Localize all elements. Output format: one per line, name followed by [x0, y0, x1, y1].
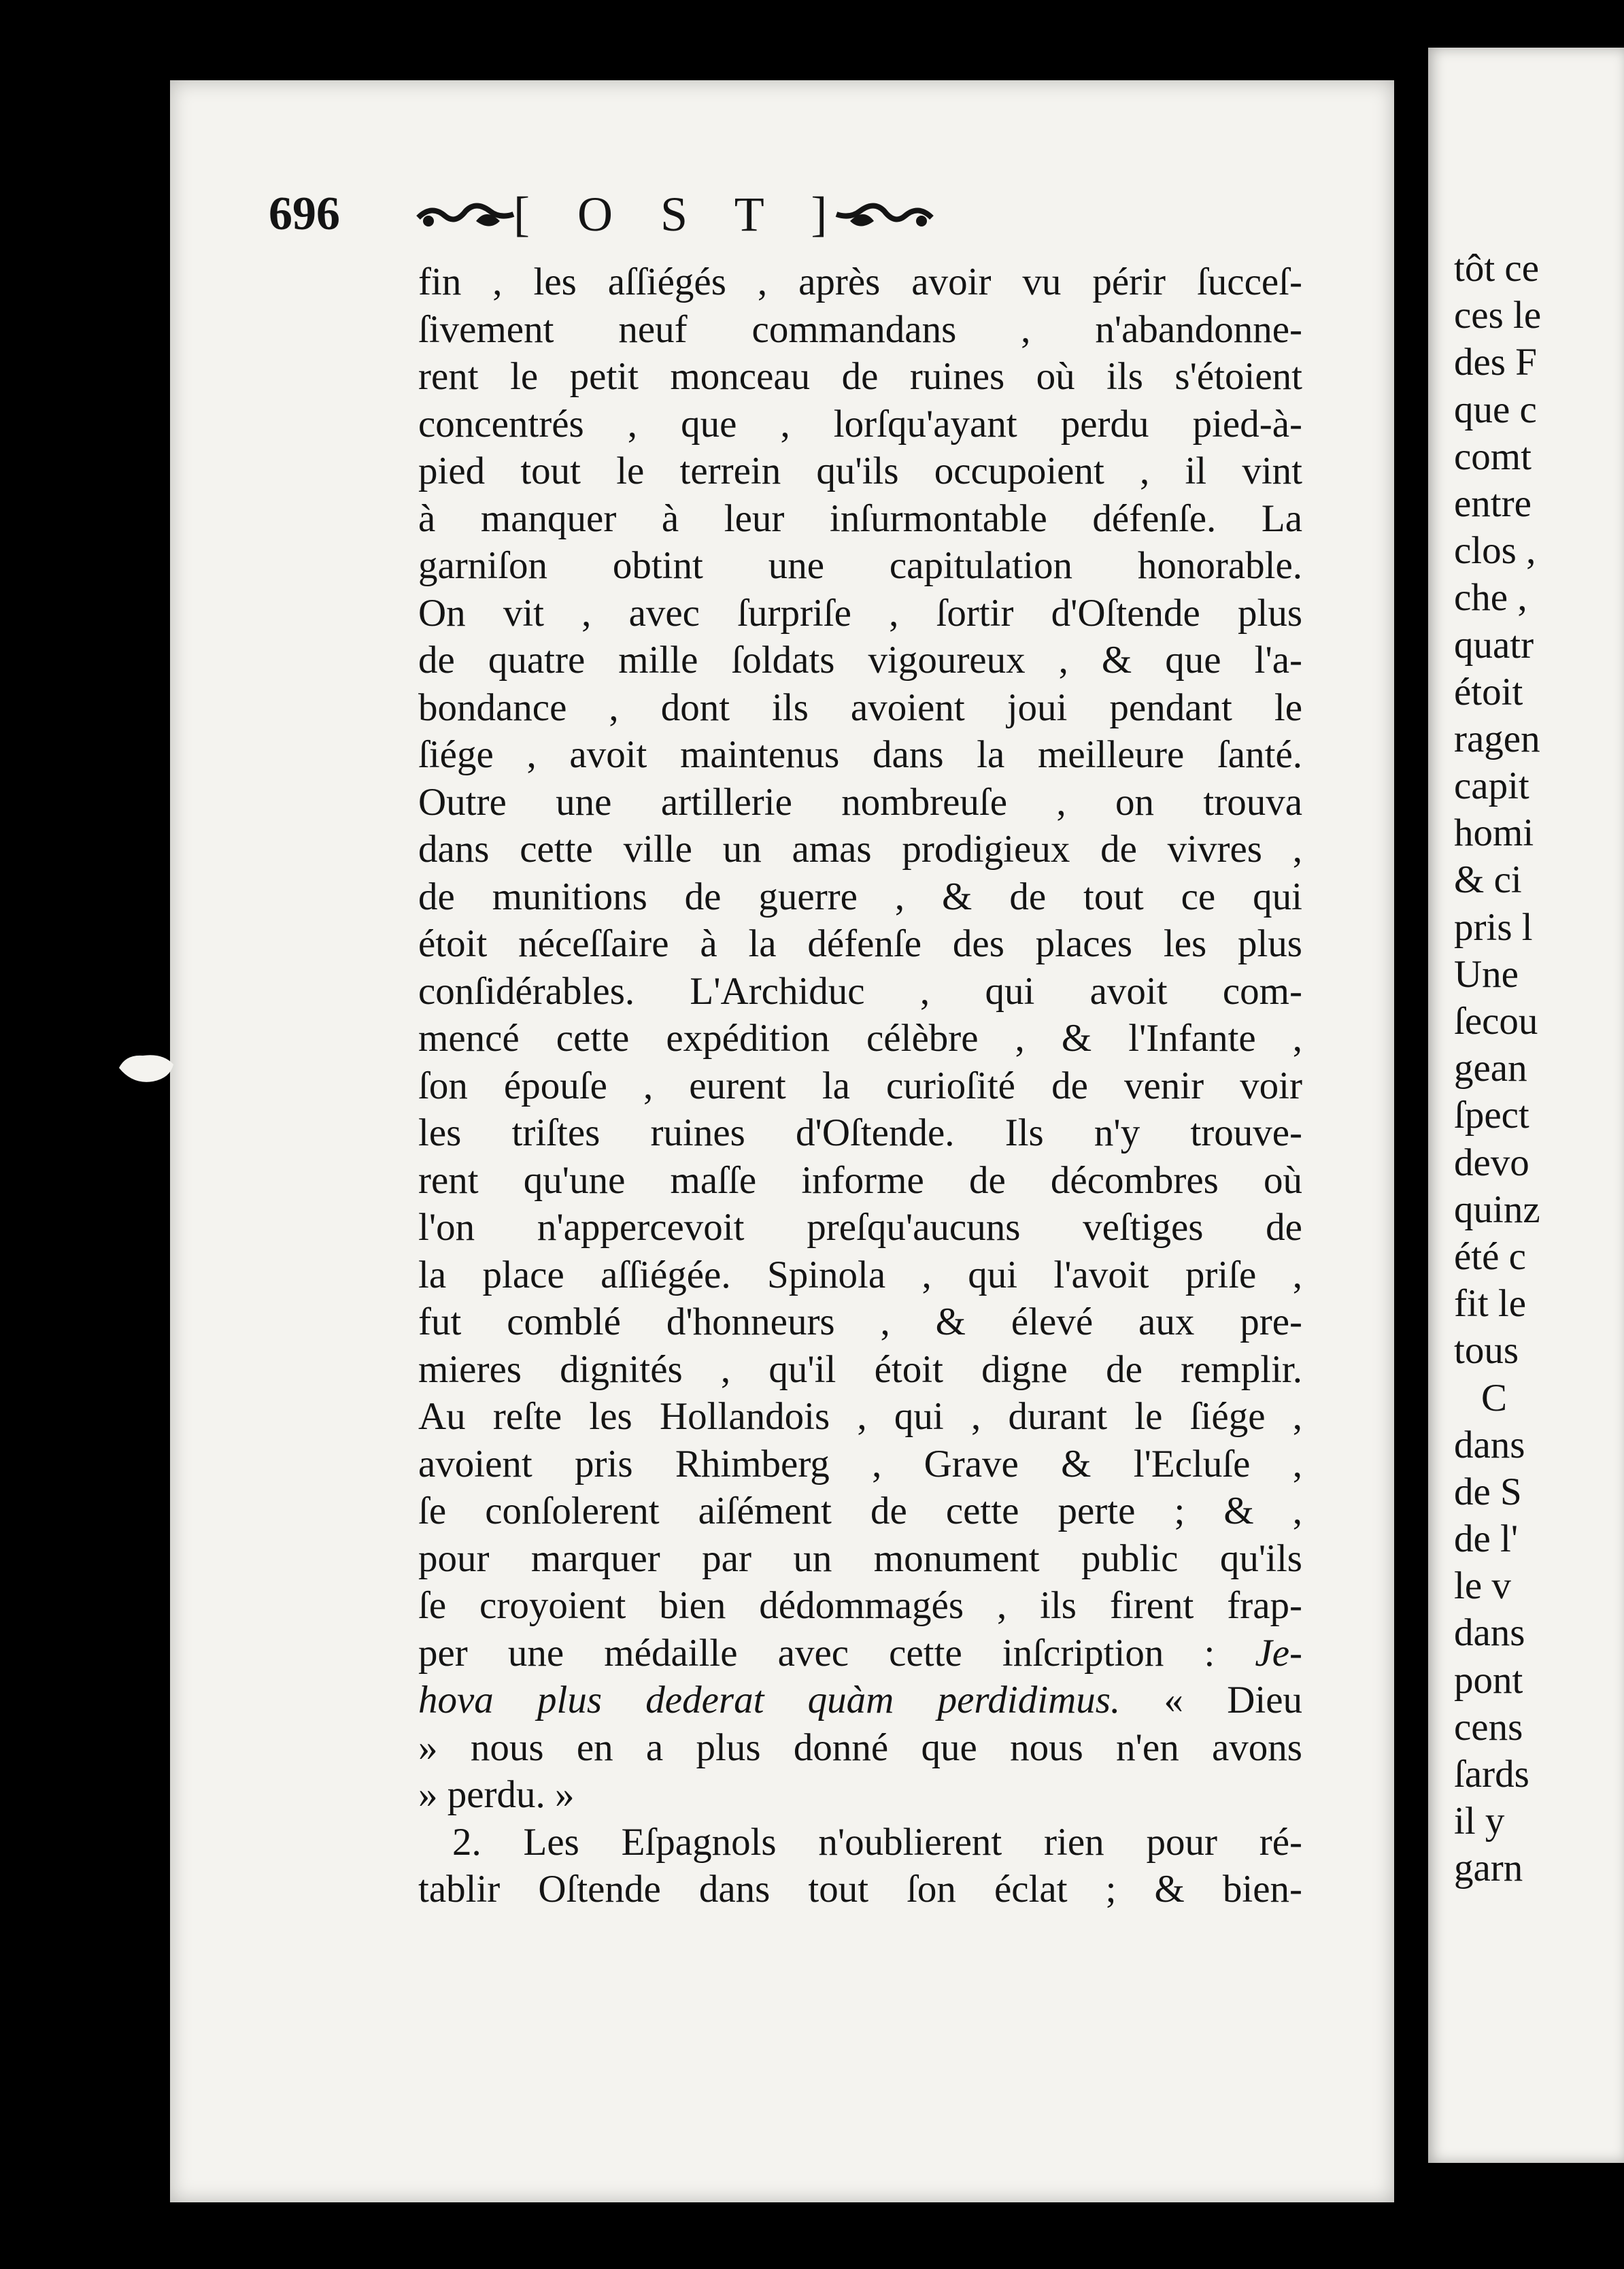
text-line: rent le petit monceau de ruines où ils s'étoient	[418, 355, 1302, 398]
text-roman: « Dieu	[1120, 1679, 1302, 1721]
text-line: les triſtes ruines d'Oſtende. Ils n'y trouve-	[418, 1111, 1302, 1154]
text-line: à manquer à leur inſurmontable défenſe. La	[418, 497, 1302, 540]
text-line: pied tout le terrein qu'ils occupoient , il vint	[418, 450, 1302, 492]
right-text-line: ſards	[1454, 1753, 1529, 1796]
right-text-line: tous	[1454, 1329, 1519, 1373]
text-roman: per une médaille avec cette inſcription :	[418, 1631, 1255, 1675]
text-line: de munitions de guerre , & de tout ce qui	[418, 875, 1302, 918]
text-line: de quatre mille ſoldats vigoureux , & que l'a-	[418, 639, 1302, 682]
text-line: avoient pris Rhimberg , Grave & l'Ecluſe ,	[418, 1442, 1302, 1485]
right-text-line: ſpect	[1454, 1094, 1529, 1137]
text-line: mencé cette expédition célèbre , & l'Infante ,	[418, 1017, 1302, 1060]
text-line: » perdu. »	[418, 1773, 575, 1816]
right-text-line: dans	[1454, 1611, 1525, 1655]
right-text-line: il y	[1454, 1800, 1505, 1843]
text-line: conſidérables. L'Archiduc , qui avoit com-	[418, 969, 1302, 1013]
right-text-line: & ci	[1454, 858, 1522, 902]
right-text-line: devo	[1454, 1141, 1529, 1184]
right-text-line: Une	[1454, 952, 1519, 996]
text-italic: Je-	[1255, 1631, 1302, 1675]
right-text-line: clos ,	[1454, 529, 1536, 573]
paper-damage-speck	[116, 1047, 177, 1088]
right-text-line: che ,	[1454, 576, 1527, 620]
right-text-line: entre	[1454, 482, 1532, 525]
text-line: ſe conſolerent aiſément de cette perte ; & ,	[418, 1490, 1302, 1532]
right-text-line: pont	[1454, 1658, 1523, 1702]
text-line: concentrés , que , lorſqu'ayant perdu pied-à-	[418, 402, 1302, 446]
text-italic: hova plus dederat quàm perdidimus.	[418, 1679, 1121, 1721]
text-line: étoit néceſſaire à la défenſe des places les plus	[418, 922, 1302, 965]
text-line: rent qu'une maſſe informe de décombres où	[418, 1158, 1302, 1202]
text-line: tablir Oſtende dans tout ſon éclat ; & bien-	[418, 1868, 1302, 1911]
text-line	[418, 1677, 1302, 1724]
right-text-line: cens	[1454, 1705, 1523, 1749]
right-page-text	[1454, 245, 1541, 1892]
right-text-line: homi	[1454, 811, 1534, 855]
right-text-line: C	[1481, 1376, 1508, 1419]
page-number: 696	[269, 188, 340, 240]
text-line: Outre une artillerie nombreuſe , on trouva	[418, 780, 1302, 824]
right-text-line: gean	[1454, 1047, 1527, 1090]
right-text-line: pris l	[1454, 905, 1533, 949]
right-text-line: garn	[1454, 1847, 1523, 1890]
right-text-line: quinz	[1454, 1188, 1540, 1231]
text-line: On vit , avec ſurpriſe , ſortir d'Oſtende plus	[418, 591, 1302, 635]
running-head: [ O S T ]	[513, 187, 845, 241]
text-line: fut comblé d'honneurs , & élevé aux pre-	[418, 1300, 1302, 1343]
left-fleuron-ornament	[415, 190, 517, 238]
text-line: bondance , dont ils avoient joui pendant le	[418, 686, 1302, 729]
text-line: l'on n'appercevoit preſqu'aucuns veſtiges de	[418, 1206, 1302, 1249]
right-text-line: des F	[1454, 341, 1537, 384]
right-text-line: ragen	[1454, 717, 1540, 760]
right-text-line: comt	[1454, 435, 1532, 478]
text-line: mieres dignités , qu'il étoit digne de remplir.	[418, 1347, 1302, 1391]
right-text-line: de l'	[1454, 1517, 1519, 1561]
text-line	[418, 1630, 1302, 1677]
text-line: garniſon obtint une capitulation honorable.	[418, 544, 1302, 587]
text-line: la place aſſiégée. Spinola , qui l'avoit priſe ,	[418, 1253, 1302, 1296]
right-text-line: dans	[1454, 1423, 1525, 1466]
right-text-line: fit le	[1454, 1282, 1527, 1326]
text-line: ſiége , avoit maintenus dans la meilleure ſanté.	[418, 733, 1302, 776]
text-line: ſe croyoient bien dédommagés , ils firent frap-	[418, 1584, 1302, 1627]
text-line: dans cette ville un amas prodigieux de vivres ,	[418, 828, 1302, 871]
text-line: ſivement neuf commandans , n'abandonne-	[418, 307, 1302, 351]
right-text-line: de S	[1454, 1470, 1522, 1513]
right-text-line: tôt ce	[1454, 247, 1540, 290]
text-line: Au reſte les Hollandois , qui , durant le ſiége ,	[418, 1395, 1302, 1438]
right-text-line: étoit	[1454, 670, 1523, 713]
right-text-line: que c	[1454, 388, 1537, 431]
right-fleuron-ornament	[833, 190, 935, 238]
right-text-line: quatr	[1454, 623, 1534, 667]
text-line: fin , les aſſiégés , après avoir vu périr ſucceſ-	[418, 260, 1302, 303]
text-line: 2. Les Eſpagnols n'oublierent rien pour ré-	[452, 1820, 1302, 1864]
right-text-line: été c	[1454, 1234, 1526, 1278]
page-header	[269, 184, 1085, 245]
body-text	[418, 258, 1302, 1913]
right-text-line: ſecou	[1454, 1000, 1538, 1043]
right-text-line: le v	[1454, 1564, 1511, 1608]
text-line: ſon épouſe , eurent la curioſité de venir voir	[418, 1064, 1302, 1107]
right-text-line: capit	[1454, 764, 1529, 808]
right-text-line: ces le	[1454, 294, 1542, 337]
text-line: » nous en a plus donné que nous n'en avons	[418, 1726, 1302, 1769]
text-line: pour marquer par un monument public qu'ils	[418, 1536, 1302, 1580]
